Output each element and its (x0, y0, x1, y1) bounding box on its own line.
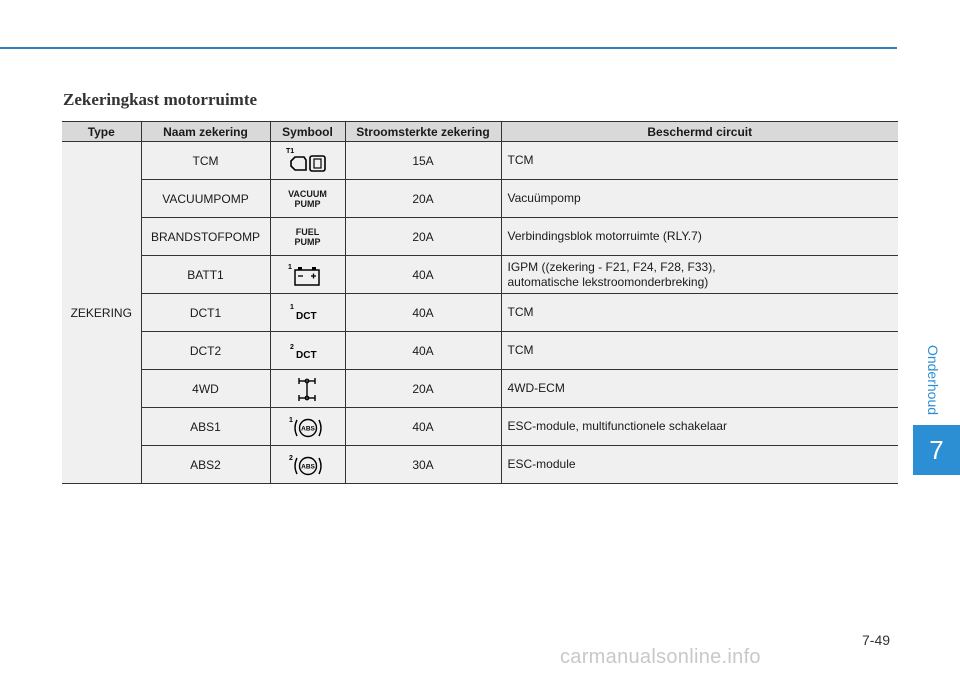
table-row (62, 218, 898, 256)
table-row (62, 332, 898, 370)
protected-circuit-line: Vacuümpomp (507, 191, 581, 205)
fuse-amperage: 40A (345, 332, 501, 370)
header-symbol: Symbool (270, 122, 345, 142)
dct-symbol (284, 336, 332, 366)
symbol-cell (270, 180, 345, 218)
protected-circuit-line: ESC-module, multifunctionele schakelaar (507, 419, 727, 433)
fuse-table (62, 121, 898, 484)
symbol-text: VACUUM (288, 188, 327, 199)
fuse-name: BATT1 (141, 256, 270, 294)
symbol-superscript: 1 (288, 416, 293, 424)
protected-circuit (501, 332, 898, 370)
section-title: Zekeringkast motorruimte (63, 90, 258, 109)
chapter-tab-label (918, 340, 948, 420)
symbol-text: ABS (300, 425, 315, 432)
fuse-amperage: 20A (345, 218, 501, 256)
fuse-amperage: 40A (345, 256, 501, 294)
symbol-superscript: 1 (287, 263, 292, 271)
symbol-text: PUMP (294, 198, 321, 209)
fuse-name: DCT1 (141, 294, 270, 332)
protected-circuit-line: TCM (507, 305, 534, 319)
fuse-amperage: 20A (345, 180, 501, 218)
protected-circuit (501, 446, 898, 484)
table-row (62, 180, 898, 218)
table-row (62, 446, 898, 484)
fuse-name: ABS1 (141, 408, 270, 446)
protected-circuit-line: IGPM ((zekering - F21, F24, F28, F33), (507, 259, 716, 274)
symbol-text: ABS (300, 463, 315, 470)
symbol-cell (270, 218, 345, 256)
battery-icon (284, 260, 332, 290)
watermark: carmanualsonline.info (560, 646, 761, 668)
symbol-cell (270, 446, 345, 484)
protected-circuit (501, 370, 898, 408)
fuse-name: BRANDSTOFPOMP (141, 218, 270, 256)
type-cell: ZEKERING (62, 142, 141, 484)
symbol-text: DCT (295, 349, 317, 361)
protected-circuit-line: ESC-module (507, 457, 576, 471)
table-row (62, 370, 898, 408)
fuse-amperage: 40A (345, 408, 501, 446)
fuse-amperage: 15A (345, 142, 501, 180)
table-row (62, 142, 898, 180)
table-row (62, 256, 898, 294)
protected-circuit-line: TCM (507, 153, 534, 167)
4wd-drivetrain-icon (284, 374, 332, 404)
symbol-superscript: T1 (285, 147, 294, 155)
fuse-name: VACUUMPOMP (141, 180, 270, 218)
protected-circuit (501, 142, 898, 180)
table-header-row (62, 122, 898, 142)
protected-circuit-line: 4WD-ECM (507, 381, 565, 395)
page-number: 7-49 (862, 632, 891, 648)
transmission-tcm-icon (284, 146, 332, 176)
symbol-cell (270, 256, 345, 294)
header-fuse-name: Naam zekering (141, 122, 270, 142)
fuse-amperage: 30A (345, 446, 501, 484)
chapter-tab-label-text: Onderhoud (925, 344, 941, 416)
top-rule (0, 47, 897, 49)
protected-circuit (501, 408, 898, 446)
symbol-superscript: 2 (288, 454, 293, 462)
fuse-name: ABS2 (141, 446, 270, 484)
protected-circuit-line: Verbindingsblok motorruimte (RLY.7) (507, 229, 702, 243)
symbol-superscript: 1 (289, 303, 294, 311)
symbol-text: PUMP (294, 236, 321, 247)
protected-circuit (501, 256, 898, 294)
chapter-tab (913, 425, 960, 475)
symbol-text: FUEL (295, 226, 320, 237)
fuse-name: 4WD (141, 370, 270, 408)
header-protected-circuit: Beschermd circuit (501, 122, 898, 142)
symbol-cell (270, 370, 345, 408)
header-amperage: Stroomsterkte zekering (345, 122, 501, 142)
table-row (62, 408, 898, 446)
protected-circuit (501, 294, 898, 332)
symbol-cell (270, 294, 345, 332)
protected-circuit-line: automatische lekstroomonderbreking) (507, 274, 709, 289)
fuse-amperage: 40A (345, 294, 501, 332)
symbol-superscript: 2 (289, 343, 294, 351)
protected-circuit (501, 218, 898, 256)
symbol-text: DCT (295, 310, 317, 322)
protected-circuit (501, 180, 898, 218)
table-row (62, 294, 898, 332)
fuse-amperage: 20A (345, 370, 501, 408)
fuse-name: TCM (141, 142, 270, 180)
header-type: Type (62, 122, 141, 142)
abs-icon (284, 412, 332, 442)
symbol-cell (270, 408, 345, 446)
protected-circuit-line: TCM (507, 343, 534, 357)
symbol-cell (270, 142, 345, 180)
chapter-number: 7 (929, 434, 944, 465)
abs-icon (284, 450, 332, 480)
dct-symbol (284, 298, 332, 328)
fuse-name: DCT2 (141, 332, 270, 370)
symbol-cell (270, 332, 345, 370)
